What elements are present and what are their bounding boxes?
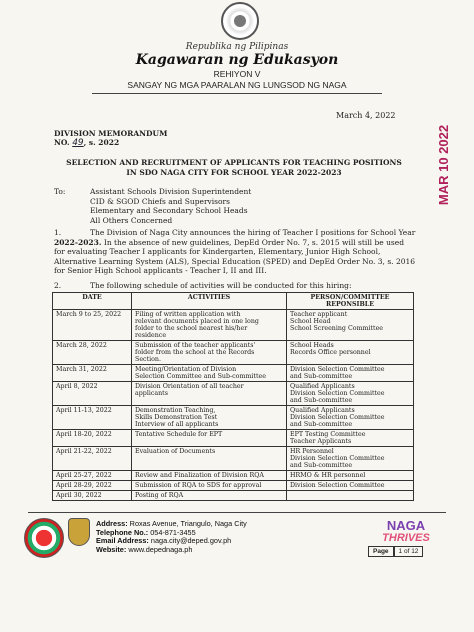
activities-cell — [132, 481, 287, 491]
memo-subject — [54, 158, 414, 178]
recipient-item: Assistant Schools Division Superintendent — [90, 187, 252, 196]
subject-line-1: SELECTION AND RECRUITMENT OF APPLICANTS FOR TEACHING POSITIONS — [66, 158, 402, 167]
paragraph-1-line-4: Alternative Learning System (ALS), Special Education (SPED) and DepEd Order No. 3, s. 2016 — [54, 256, 416, 266]
table-row — [53, 447, 414, 471]
paragraph-1-line-5: for Senior High School applicants - Teacher I, II and III. — [54, 266, 267, 275]
date-cell: April 25-27, 2022 — [53, 471, 132, 481]
memo-title: DIVISION MEMORANDUM — [54, 129, 168, 138]
activities-cell — [132, 406, 287, 430]
table-row — [53, 430, 414, 447]
date-cell: April 28-29, 2022 — [53, 481, 132, 491]
person-cell — [287, 382, 414, 406]
person-line: EPT Testing Committee — [290, 431, 366, 438]
person-line: HR Personnel — [290, 448, 334, 455]
activity-line: Interview of all applicants — [135, 421, 219, 428]
table-row — [53, 382, 414, 406]
header-divider — [92, 93, 382, 94]
page-label: Page — [368, 546, 394, 557]
contact-block — [96, 520, 247, 555]
deped-seal-icon — [221, 2, 259, 40]
paragraph-1-line-2-wrap — [54, 238, 416, 248]
person-line: and Sub-committee — [290, 462, 353, 469]
activities-cell — [132, 491, 287, 501]
table-row — [53, 491, 414, 501]
deped-logo-icon — [24, 518, 64, 558]
date-cell: March 9 to 25, 2022 — [53, 310, 132, 341]
memo-date: March 4, 2022 — [336, 111, 396, 120]
memo-no-value: 49 — [72, 138, 84, 148]
website-label: Website: — [96, 545, 127, 555]
person-line: Qualified Applicants — [290, 407, 355, 414]
activity-line: relevant documents placed in one long — [135, 318, 259, 325]
activities-cell — [132, 447, 287, 471]
table-row — [53, 471, 414, 481]
stamp-text: MAR 10 2022 — [435, 124, 451, 206]
person-cell — [287, 491, 414, 501]
paragraph-1-bold: 2022-2023. — [54, 237, 102, 247]
website-line — [96, 546, 247, 555]
person-cell — [287, 430, 414, 447]
activities-cell — [132, 471, 287, 481]
person-line: HRMO & HR personnel — [290, 472, 366, 479]
naga-thrives-logo — [370, 519, 442, 545]
email-label: Email Address: — [96, 536, 149, 546]
schedule-body — [53, 310, 414, 501]
recipient-item: CID & SGOD Chiefs and Supervisors — [90, 196, 230, 206]
activities-cell — [132, 382, 287, 406]
person-cell — [287, 406, 414, 430]
memo-no-label: NO. — [54, 138, 70, 147]
activity-line: Review and Finalization of Division RQA — [135, 472, 264, 479]
paragraph-1-line-2: In the absence of new guidelines, DepEd Order No. 7, s. 2015 will still be used — [101, 237, 405, 247]
activities-cell — [132, 341, 287, 365]
column-header-activities: ACTIVITIES — [132, 293, 287, 310]
schedule-table — [52, 292, 414, 501]
sangay-line: SANGAY NG MGA PAARALAN NG LUNGSOD NG NAGA — [127, 80, 347, 90]
activity-line: Submission of the teacher applicants' — [135, 342, 256, 349]
recipient-item: All Others Concerned — [90, 215, 173, 225]
subject-line-2: IN SDO NAGA CITY FOR SCHOOL YEAR 2022-2023 — [126, 168, 342, 177]
activities-cell — [132, 310, 287, 341]
table-header-row — [53, 293, 414, 310]
received-stamp — [413, 100, 473, 230]
person-line: Records Office personnel — [290, 349, 371, 356]
republika-line: Republika ng Pilipinas — [185, 42, 289, 52]
person-line: and Sub-committee — [290, 421, 353, 428]
activity-line: folder from the school at the Records — [135, 349, 255, 356]
paragraph-2 — [54, 281, 416, 291]
person-line: Division Selection Committee — [290, 366, 385, 373]
recipient-list — [90, 187, 251, 225]
paragraph-number: 2. — [54, 281, 62, 290]
paragraph-number: 1. — [54, 228, 62, 237]
person-cell — [287, 310, 414, 341]
person-line: Division Selection Committee — [290, 482, 385, 489]
page-indicator — [368, 546, 426, 557]
date-cell: April 8, 2022 — [53, 382, 132, 406]
person-line: School Head — [290, 318, 331, 325]
kagawaran-line: Kagawaran ng Edukasyon — [135, 52, 339, 68]
activity-line: folder to the school nearest his/her — [135, 325, 248, 332]
page-value: 1 of 12 — [394, 546, 424, 557]
column-header-date: DATE — [53, 293, 132, 310]
date-cell: April 11-13, 2022 — [53, 406, 132, 430]
person-cell — [287, 447, 414, 471]
column-header-person: PERSON/COMMITTEE REPONSIBLE — [287, 293, 414, 310]
activity-line: Meeting/Orientation of Division — [135, 366, 237, 373]
activity-line: Section. — [135, 356, 161, 363]
phone-value: 054-871-3455 — [150, 527, 196, 537]
activity-line: Demonstration Teaching, — [135, 407, 216, 414]
sdo-naga-logo-icon — [68, 518, 90, 546]
phone-label: Telephone No.: — [96, 527, 149, 537]
person-cell — [287, 471, 414, 481]
activity-line: applicants — [135, 390, 168, 397]
person-line: Division Selection Committee — [290, 455, 385, 462]
email-value: naga.city@deped.gov.ph — [150, 536, 232, 546]
activity-line: Division Orientation of all teacher — [135, 383, 244, 390]
person-line: School Screening Committee — [290, 325, 384, 332]
footer-divider — [28, 512, 446, 513]
paragraph-1 — [54, 228, 416, 276]
activity-line: Evaluation of Documents — [135, 448, 216, 455]
person-line: Qualified Applicants — [290, 383, 355, 390]
person-cell — [287, 481, 414, 491]
person-line: Teacher Applicants — [290, 438, 352, 445]
person-cell — [287, 365, 414, 382]
paragraph-1-line-3: for evaluating Teacher I applicants for Kindergarten, Elementary, Junior High School, — [54, 247, 381, 256]
person-line: Division Selection Committee — [290, 414, 385, 421]
table-row — [53, 310, 414, 341]
activity-line: Filing of written application with — [135, 311, 241, 318]
table-row — [53, 341, 414, 365]
date-cell: April 30, 2022 — [53, 491, 132, 501]
activity-line: residence — [135, 332, 167, 339]
person-cell — [287, 341, 414, 365]
date-cell: March 31, 2022 — [53, 365, 132, 382]
paragraph-1-line-1: The Division of Naga City announces the hiring of Teacher I positions for School Year — [90, 228, 416, 237]
person-line: and Sub-committee — [290, 373, 353, 380]
activities-cell — [132, 365, 287, 382]
table-row — [53, 481, 414, 491]
date-cell: April 18-20, 2022 — [53, 430, 132, 447]
brand-bottom: THRIVES — [382, 532, 430, 544]
activity-line: Submission of RQA to SDS for approval — [135, 482, 262, 489]
address-label: Address: — [96, 519, 128, 528]
activity-line: Skills Demonstration Test — [135, 414, 218, 421]
activity-line: Posting of RQA — [135, 492, 184, 499]
to-label: To: — [54, 187, 66, 196]
table-row — [53, 406, 414, 430]
paragraph-2-text: The following schedule of activities will be conducted for this hiring: — [90, 281, 352, 290]
activity-line: Selection Committee and Sub-committee — [135, 373, 266, 380]
website-value: www.depednaga.ph — [128, 545, 193, 555]
brand-top: NAGA — [386, 518, 426, 533]
person-line: and Sub-committee — [290, 397, 353, 404]
address-value: Roxas Avenue, Triangulo, Naga City — [129, 519, 247, 528]
recipient-item: Elementary and Secondary School Heads — [90, 206, 248, 215]
person-line: Teacher applicant — [290, 311, 348, 318]
activity-line: Tentative Schedule for EPT — [135, 431, 223, 438]
activities-cell — [132, 430, 287, 447]
table-row — [53, 365, 414, 382]
memo-number — [54, 138, 119, 148]
date-cell: March 28, 2022 — [53, 341, 132, 365]
person-line: School Heads — [290, 342, 334, 349]
rehiyon-line: REHIYON V — [213, 69, 261, 79]
person-line: Division Selection Committee — [290, 390, 385, 397]
date-cell: April 21-22, 2022 — [53, 447, 132, 471]
memo-series: , s. 2022 — [83, 138, 120, 147]
